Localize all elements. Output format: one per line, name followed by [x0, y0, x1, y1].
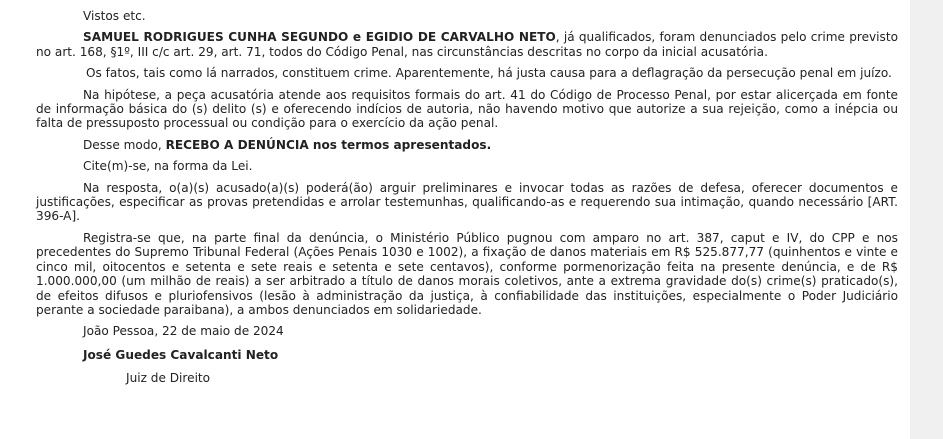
page-margin	[910, 0, 943, 439]
decision-text: RECEBO A DENÚNCIA nos termos apresentados.	[165, 137, 492, 152]
paragraph-denunciation	[36, 30, 898, 59]
paragraph-damages: Registra-se que, na parte final da denúncia, o Ministério Público pugnou com amparo no art. 387, caput e IV, do CPP e nos precedentes do Supremo Tribunal Federal (Ações Penais 1030 e 1002), a fixação de danos materiais em R$ 525.877,77 (quinhentos e vinte e cinco mil, oitocentos e setenta e sete reais e setenta e sete centavos), conforme pormenorização feita na presente denúncia, e de R$ 1.000.000,00 (um milhão de reais) a ser arbitrado a título de danos morais coletivos, ante a extrema gravidade do(s) crime(s) praticado(s), de efeitos difusos e pluriofensivos (lesão à administração da justiça, à confiabilidade das instituições, especialmente o Poder Judiciário perante a sociedade paraibana), a ambos denunciados em solidariedade.	[36, 230, 898, 317]
paragraph-requirements: Na hipótese, a peça acusatória atende aos requisitos formais do art. 41 do Código de Processo Penal, por estar alicerçada em fonte de informação básica do (s) delito (s) e oferecendo indícios de autoria, não havendo motivo que autorize a sua rejeição, como a inépcia ou falta de pressuposto processual ou condição para o exercício da ação penal.	[36, 87, 898, 131]
paragraph-facts: Os fatos, tais como lá narrados, constituem crime. Aparentemente, há justa causa para a deflagração da persecução penal em juízo.	[86, 66, 892, 81]
signer-role: Juiz de Direito	[126, 371, 211, 386]
denunciation-text: , já qualificados, foram denunciados pelo crime previsto no art. 168, §1º, III c/c art. 29, art. 71, todos do Código Penal, nas circunstâncias descritas no corpo da inicial acusatória.	[36, 30, 898, 59]
defendant-names: SAMUEL RODRIGUES CUNHA SEGUNDO e EGIDIO DE CARVALHO NETO	[83, 30, 556, 45]
document-date: João Pessoa, 22 de maio de 2024	[83, 324, 284, 339]
paragraph-decision	[36, 138, 898, 152]
signer-name: José Guedes Cavalcanti Neto	[83, 347, 279, 362]
opening-line: Vistos etc.	[83, 9, 146, 23]
paragraph-citation: Cite(m)-se, na forma da Lei.	[83, 159, 253, 174]
decision-prefix: Desse modo,	[83, 137, 166, 152]
paragraph-response: Na resposta, o(a)(s) acusado(a)(s) poderá(ão) arguir preliminares e invocar todas as razões de defesa, oferecer documentos e justificações, especificar as provas pretendidas e arrolar testemunhas, qualificando-as e requerendo sua intimação, quando necessário [ART. 396-A].	[36, 180, 898, 224]
